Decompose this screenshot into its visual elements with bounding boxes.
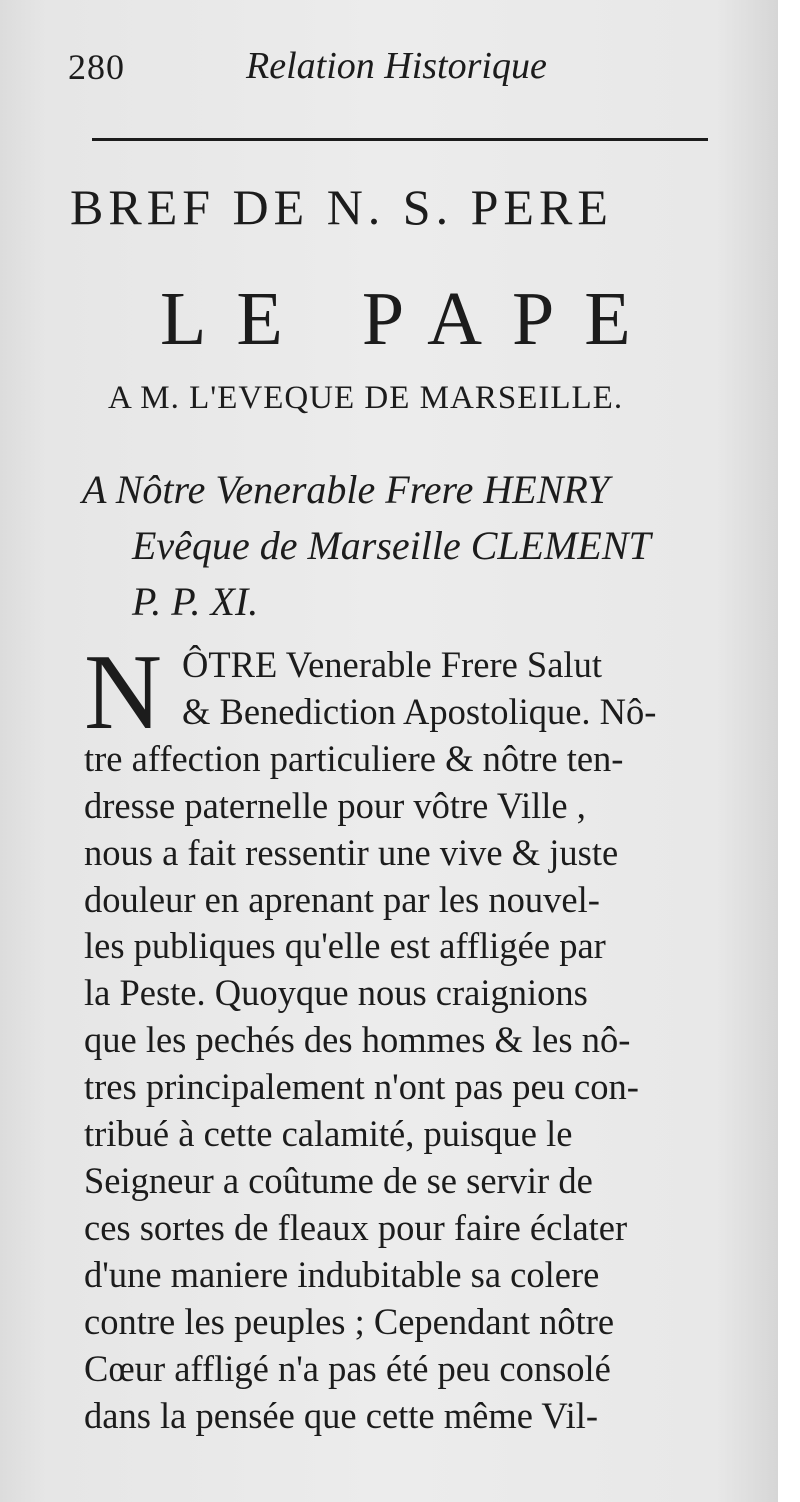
body-line: nous a fait ressentir une vive & juste [84,831,619,873]
body-line: dresse paternelle pour vôtre Ville , [84,784,586,826]
body-line: la Peste. Quoyque nous craignions [84,972,588,1014]
running-head [68,42,708,92]
page-edge [778,0,800,1502]
page-number: 280 [68,47,125,87]
body-line: tres principalement n'ont pas peu con- [84,1066,639,1108]
body-line: douleur en aprenant par les nouvel- [84,878,600,920]
address-line: Evêque de Marseille CLEMENT [132,523,651,568]
drop-cap: N [84,633,162,752]
address-line: A Nôtre Venerable Frere HENRY [82,467,610,512]
body-line: ces sortes de fleaux pour faire éclater [84,1206,628,1248]
body-line: Seigneur a coûtume de se servir de [84,1159,593,1201]
body-text [84,633,744,1439]
heading-line-2: LE PAPE [160,277,661,361]
body-line: dans la pensée que cette même Vil- [84,1394,599,1436]
body-line: les publiques qu'elle est affligée par [84,925,606,967]
body-line: d'une maniere indubitable sa colere [84,1253,600,1295]
address-block [82,462,742,630]
body-line: & Benediction Apostolique. Nô- [182,690,657,732]
body-line: tre affection particuliere & nôtre ten- [84,737,624,779]
header-rule [92,138,708,141]
address-line: P. P. XI. [132,579,259,624]
running-title: Relation Historique [246,45,547,87]
heading-line-3: A M. L'EVEQUE DE MARSEILLE. [108,380,624,416]
body-line: que les pechés des hommes & les nô- [84,1019,631,1061]
body-line: Cœur affligé n'a pas été peu consolé [84,1347,611,1389]
body-line: ÔTRE Venerable Frere Salut [182,644,602,685]
heading-line-1: BREF DE N. S. PERE [70,179,613,235]
body-line: contre les peuples ; Cependant nôtre [84,1300,615,1342]
body-line: tribué à cette calamité, puisque le [84,1113,573,1155]
